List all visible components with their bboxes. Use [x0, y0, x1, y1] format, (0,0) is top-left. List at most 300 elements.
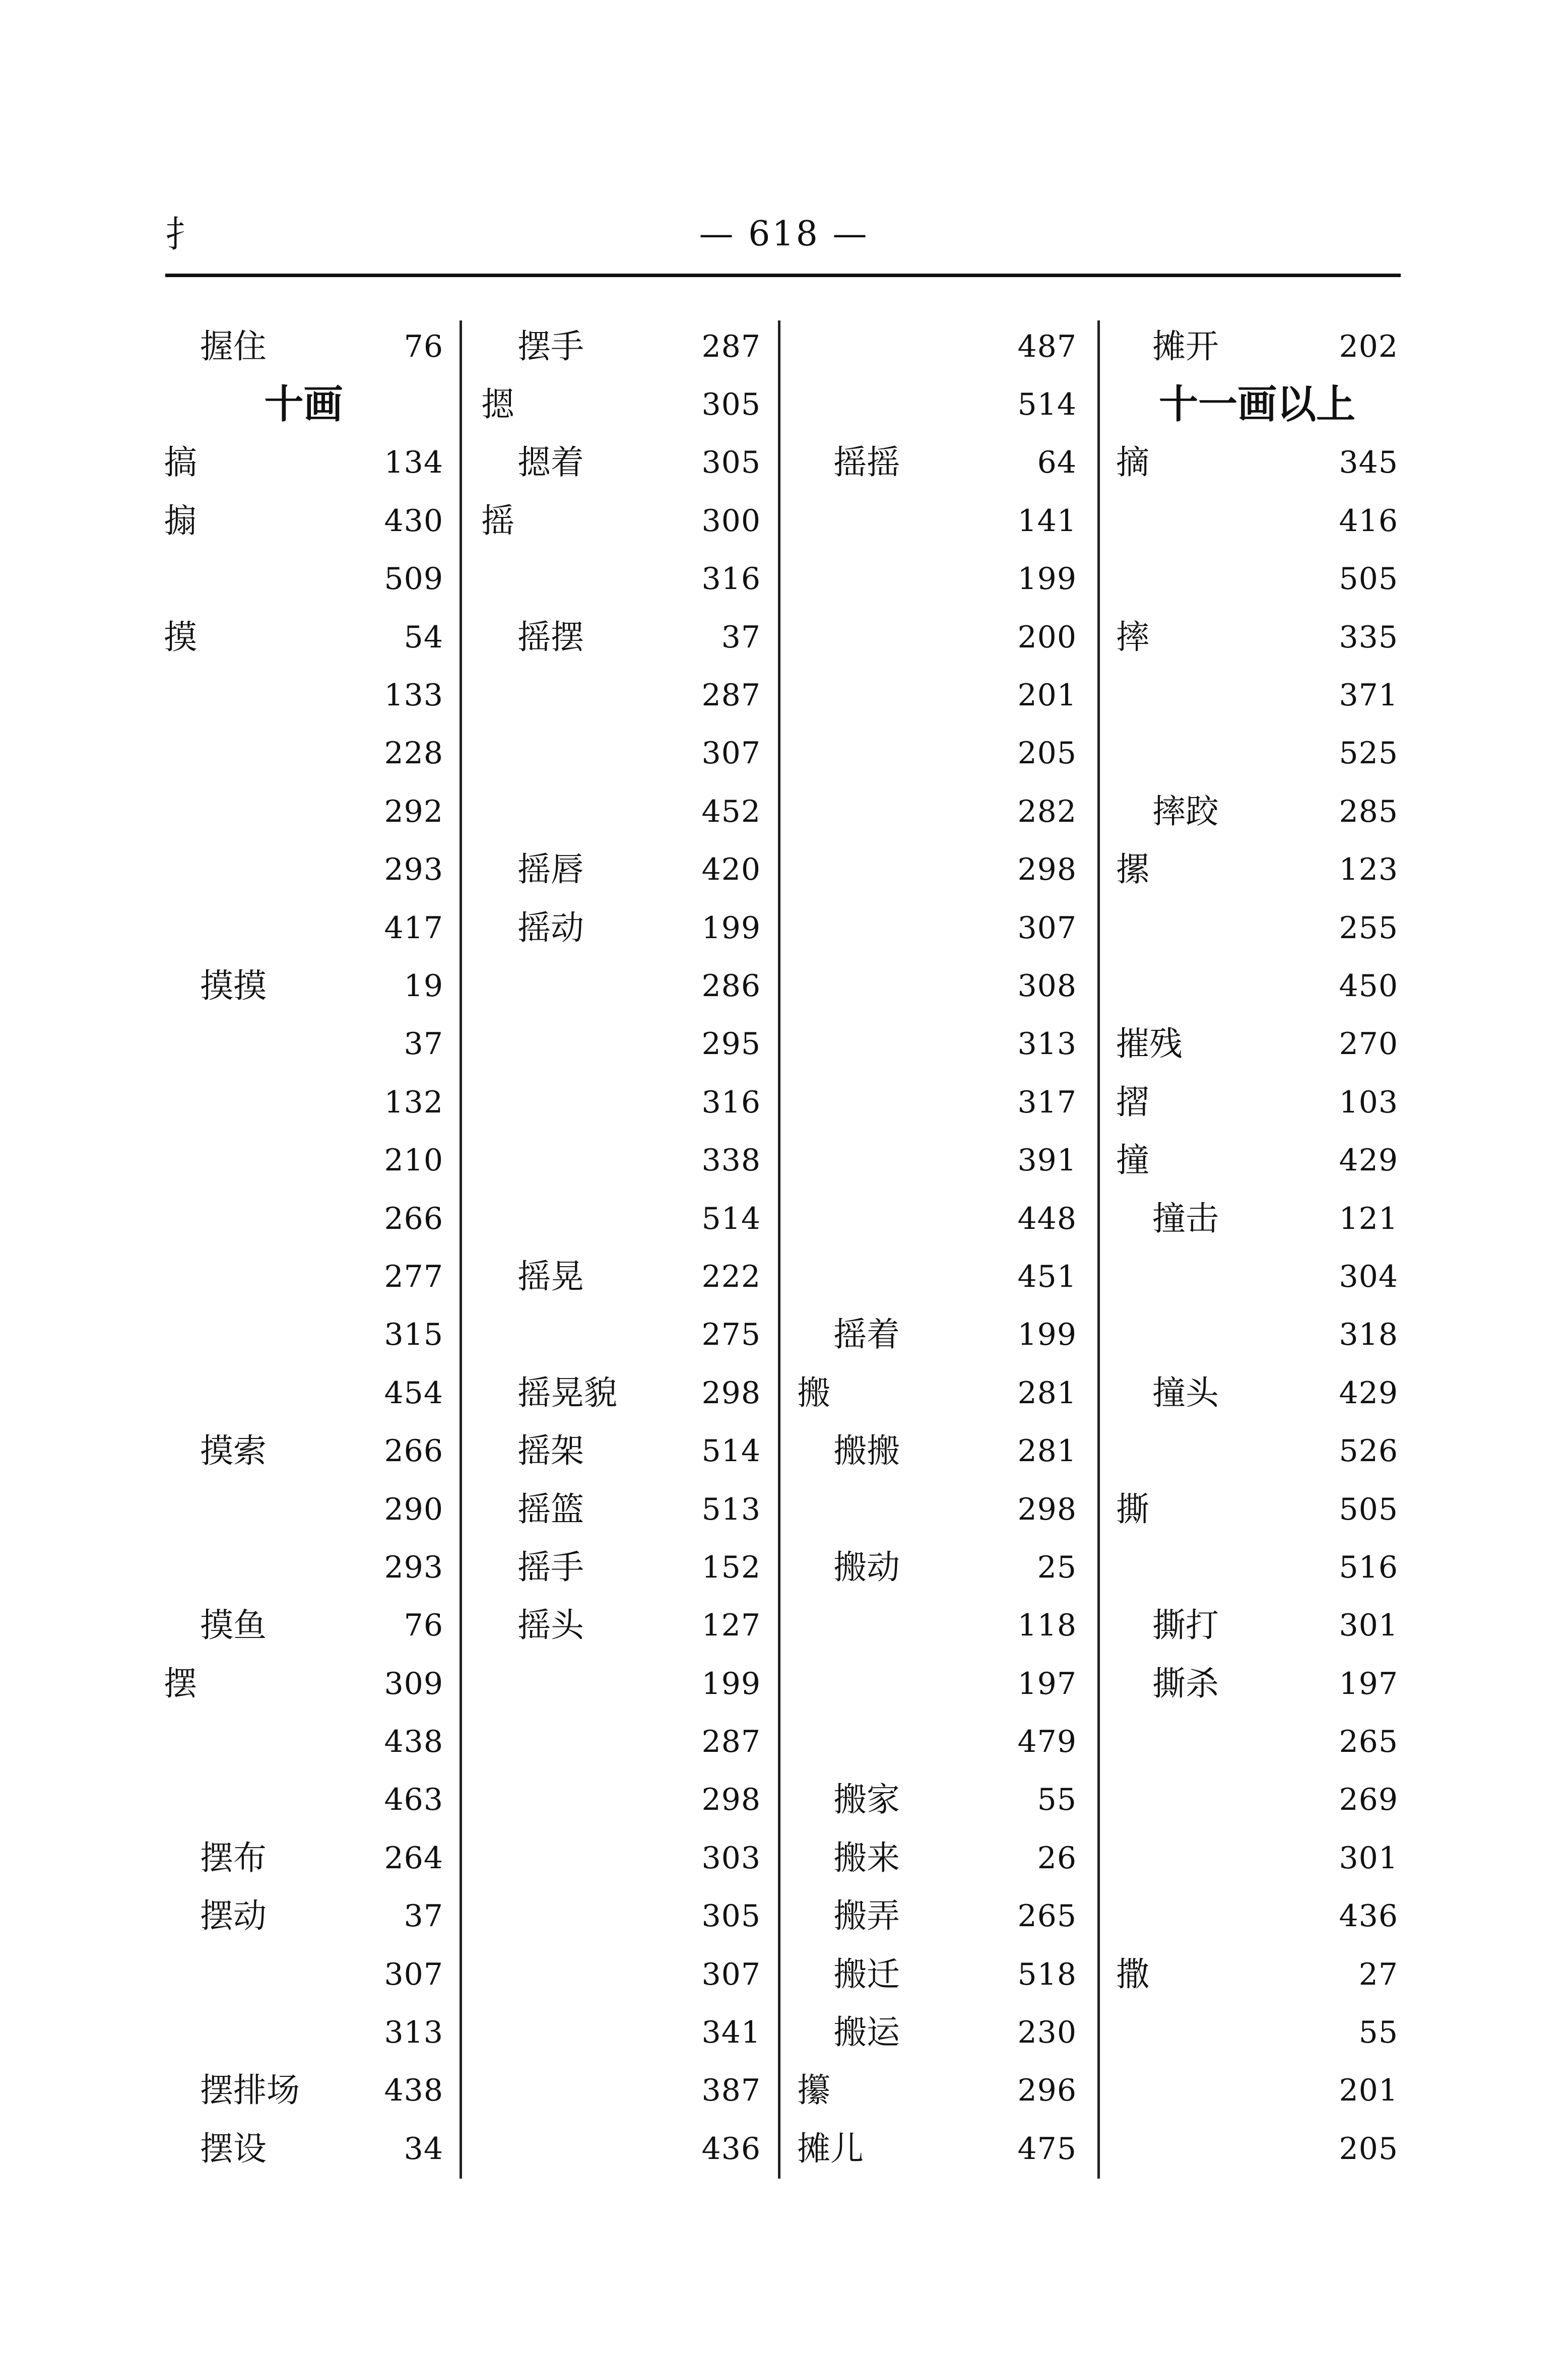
- entry-term: 撞击: [1152, 1199, 1219, 1238]
- entry-term: 搬运: [833, 2013, 900, 2052]
- entry-page-number: 436: [1339, 1898, 1398, 1934]
- index-entry: [164, 1422, 443, 1480]
- index-entry: [481, 1713, 761, 1771]
- entry-term: 搬家: [833, 1780, 900, 1819]
- entry-page-number: 416: [1339, 503, 1398, 539]
- index-entry: [797, 1480, 1077, 1538]
- entry-term: 撕打: [1152, 1606, 1219, 1645]
- index-entry: [164, 2062, 443, 2120]
- index-entry: [1116, 1190, 1398, 1248]
- entry-term: 撕杀: [1152, 1664, 1219, 1703]
- entry-page-number: 305: [701, 445, 761, 481]
- entry-page-number: 287: [701, 329, 761, 364]
- index-entry: [164, 1015, 443, 1073]
- index-entry: [797, 608, 1077, 666]
- index-entry: [1116, 1655, 1398, 1713]
- index-entry: [481, 1538, 761, 1596]
- index-entry: [797, 1364, 1077, 1422]
- entry-term: 摸鱼: [200, 1606, 267, 1645]
- entry-page-number: 133: [384, 678, 443, 713]
- entry-page-number: 318: [1339, 1317, 1398, 1353]
- entry-page-number: 518: [1017, 1956, 1077, 1992]
- index-entry: [797, 317, 1077, 375]
- index-entry: [797, 550, 1077, 608]
- entry-page-number: 313: [384, 2015, 443, 2051]
- entry-term: 摇篮: [517, 1489, 584, 1529]
- entry-page-number: 277: [384, 1259, 443, 1294]
- entry-page-number: 298: [1017, 1491, 1077, 1527]
- entry-page-number: 307: [384, 1956, 443, 1992]
- index-entry: [1116, 2120, 1398, 2178]
- index-entry: [481, 492, 761, 550]
- index-entry: [481, 1306, 761, 1364]
- index-column-3: [797, 317, 1077, 2177]
- entry-page-number: 309: [384, 1666, 443, 1701]
- entry-page-number: 316: [701, 561, 761, 597]
- index-entry: [1116, 782, 1398, 840]
- entry-page-number: 487: [1017, 329, 1077, 364]
- entry-page-number: 290: [384, 1491, 443, 1527]
- entry-term: 摺: [1116, 1082, 1149, 1122]
- entry-term: 摆排场: [200, 2071, 300, 2110]
- index-entry: [797, 1655, 1077, 1713]
- index-entry: [164, 1538, 443, 1596]
- index-entry: [481, 2003, 761, 2061]
- index-entry: [164, 725, 443, 782]
- index-entry: [481, 1480, 761, 1538]
- index-entry: [164, 2120, 443, 2178]
- index-entry: [481, 434, 761, 492]
- index-entry: [797, 1829, 1077, 1887]
- index-entry: [481, 550, 761, 608]
- entry-page-number: 197: [1339, 1666, 1398, 1701]
- entry-term: 摊开: [1152, 326, 1219, 366]
- index-entry: [164, 434, 443, 492]
- entry-page-number: 317: [1017, 1084, 1077, 1120]
- entry-page-number: 295: [701, 1026, 761, 1062]
- entry-page-number: 76: [404, 1608, 443, 1644]
- entry-page-number: 230: [1017, 2015, 1077, 2051]
- index-entry: [164, 1597, 443, 1655]
- entry-page-number: 293: [384, 1549, 443, 1585]
- entry-page-number: 391: [1017, 1143, 1077, 1178]
- index-entry: [797, 375, 1077, 433]
- entry-page-number: 26: [1037, 1840, 1077, 1876]
- index-entry: [797, 492, 1077, 550]
- entry-term: 搬搬: [833, 1431, 900, 1471]
- index-entry: [1116, 1306, 1398, 1364]
- index-entry: [481, 957, 761, 1015]
- index-entry: [797, 841, 1077, 899]
- entry-page-number: 516: [1339, 1549, 1398, 1585]
- index-entry: [797, 957, 1077, 1015]
- entry-page-number: 76: [404, 329, 443, 364]
- entry-page-number: 452: [701, 794, 761, 829]
- entry-page-number: 281: [1017, 1375, 1077, 1411]
- entry-page-number: 514: [701, 1201, 761, 1236]
- entry-page-number: 199: [701, 1666, 761, 1701]
- index-entry: [1116, 1131, 1398, 1189]
- entry-page-number: 55: [1358, 2015, 1398, 2051]
- entry-page-number: 205: [1339, 2131, 1398, 2167]
- entry-page-number: 222: [701, 1259, 761, 1294]
- index-entry: [797, 1422, 1077, 1480]
- index-entry: [797, 2062, 1077, 2120]
- index-entry: [1116, 841, 1398, 899]
- index-entry: [1116, 1887, 1398, 1945]
- entry-page-number: 526: [1339, 1433, 1398, 1469]
- index-entry: [164, 1713, 443, 1771]
- entry-page-number: 300: [701, 503, 761, 539]
- entry-page-number: 201: [1339, 2073, 1398, 2109]
- index-entry: [797, 1073, 1077, 1131]
- entry-term: 搧: [164, 501, 197, 540]
- index-entry: [164, 1771, 443, 1829]
- column-divider: [778, 320, 780, 2179]
- entry-term: 摇手: [517, 1547, 584, 1587]
- entry-page-number: 123: [1339, 852, 1398, 888]
- entry-page-number: 303: [701, 1840, 761, 1876]
- index-entry: [797, 782, 1077, 840]
- index-entry: [1116, 957, 1398, 1015]
- entry-page-number: 335: [1339, 619, 1398, 655]
- index-entry: [164, 841, 443, 899]
- entry-page-number: 430: [384, 503, 443, 539]
- index-entry: [481, 608, 761, 666]
- entry-page-number: 37: [404, 1898, 443, 1934]
- index-entry: [1116, 492, 1398, 550]
- index-column-4: [1116, 317, 1398, 2177]
- index-entry: [797, 1771, 1077, 1829]
- index-entry: [481, 899, 761, 957]
- entry-term: 摇头: [517, 1606, 584, 1645]
- index-entry: [1116, 317, 1398, 375]
- entry-page-number: 450: [1339, 968, 1398, 1004]
- entry-page-number: 265: [1339, 1724, 1398, 1760]
- index-column-2: [481, 317, 761, 2177]
- index-entry: [481, 2062, 761, 2120]
- entry-page-number: 27: [1358, 1956, 1398, 1992]
- radical-header: 扌: [165, 213, 202, 255]
- entry-term: 摇动: [517, 908, 584, 947]
- entry-page-number: 307: [701, 736, 761, 771]
- index-entry: [1116, 1073, 1398, 1131]
- index-entry: [1116, 550, 1398, 608]
- index-entry: [797, 2120, 1077, 2178]
- index-entry: [797, 1015, 1077, 1073]
- entry-page-number: 387: [701, 2073, 761, 2109]
- entry-page-number: 286: [701, 968, 761, 1004]
- index-entry: [164, 782, 443, 840]
- entry-page-number: 514: [1017, 387, 1077, 423]
- entry-page-number: 338: [701, 1143, 761, 1178]
- entry-page-number: 37: [404, 1026, 443, 1062]
- index-entry: [481, 1364, 761, 1422]
- heading-label: 十画: [264, 381, 343, 428]
- index-entry: [1116, 608, 1398, 666]
- index-entry: [164, 2003, 443, 2061]
- entry-page-number: 479: [1017, 1724, 1077, 1760]
- entry-page-number: 287: [701, 678, 761, 713]
- index-entry: [797, 899, 1077, 957]
- index-entry: [1116, 1364, 1398, 1422]
- index-entry: [481, 725, 761, 782]
- entry-term: 摁着: [517, 443, 584, 482]
- entry-term: 摆动: [200, 1896, 267, 1936]
- entry-term: 搬迁: [833, 1954, 900, 1994]
- index-entry: [797, 434, 1077, 492]
- index-entry: [1116, 1480, 1398, 1538]
- index-entry: [164, 1190, 443, 1248]
- entry-page-number: 103: [1339, 1084, 1398, 1120]
- index-entry: [797, 725, 1077, 782]
- entry-page-number: 505: [1339, 561, 1398, 597]
- stroke-count-heading: [1116, 375, 1398, 433]
- entry-page-number: 118: [1017, 1608, 1077, 1644]
- entry-page-number: 298: [701, 1782, 761, 1818]
- index-entry: [481, 1887, 761, 1945]
- index-entry: [481, 1190, 761, 1248]
- entry-page-number: 505: [1339, 1491, 1398, 1527]
- entry-page-number: 282: [1017, 794, 1077, 829]
- index-entry: [1116, 2062, 1398, 2120]
- entry-page-number: 270: [1339, 1026, 1398, 1062]
- entry-page-number: 152: [701, 1549, 761, 1585]
- index-entry: [481, 782, 761, 840]
- page-number: — 618 —: [699, 214, 869, 254]
- entry-page-number: 121: [1339, 1201, 1398, 1236]
- index-entry: [797, 1248, 1077, 1305]
- index-entry: [481, 1945, 761, 2003]
- entry-page-number: 436: [701, 2131, 761, 2167]
- entry-page-number: 281: [1017, 1433, 1077, 1469]
- entry-term: 摇晃: [517, 1257, 584, 1296]
- entry-page-number: 293: [384, 852, 443, 888]
- entry-page-number: 199: [1017, 1317, 1077, 1353]
- index-entry: [1116, 1945, 1398, 2003]
- index-entry: [164, 1364, 443, 1422]
- entry-page-number: 275: [701, 1317, 761, 1353]
- entry-term: 摧残: [1116, 1024, 1183, 1064]
- entry-page-number: 296: [1017, 2073, 1077, 2109]
- index-entry: [1116, 434, 1398, 492]
- entry-page-number: 448: [1017, 1201, 1077, 1236]
- entry-page-number: 371: [1339, 678, 1398, 713]
- index-entry: [164, 608, 443, 666]
- index-entry: [164, 1306, 443, 1364]
- entry-page-number: 37: [721, 619, 761, 655]
- entry-page-number: 197: [1017, 1666, 1077, 1701]
- entry-page-number: 307: [701, 1956, 761, 1992]
- entry-page-number: 205: [1017, 736, 1077, 771]
- entry-term: 攥: [797, 2071, 830, 2110]
- index-entry: [164, 666, 443, 724]
- entry-term: 摸摸: [200, 966, 267, 1005]
- entry-page-number: 265: [1017, 1898, 1077, 1934]
- entry-page-number: 305: [701, 1898, 761, 1934]
- index-entry: [164, 1248, 443, 1305]
- entry-page-number: 509: [384, 561, 443, 597]
- entry-page-number: 513: [701, 1491, 761, 1527]
- entry-page-number: 307: [1017, 910, 1077, 946]
- entry-term: 搬弄: [833, 1896, 900, 1936]
- index-entry: [797, 1306, 1077, 1364]
- index-entry: [797, 1190, 1077, 1248]
- entry-page-number: 304: [1339, 1259, 1398, 1294]
- entry-term: 撞: [1116, 1141, 1149, 1180]
- entry-term: 撒: [1116, 1954, 1149, 1994]
- index-entry: [164, 1131, 443, 1189]
- entry-term: 摞: [1116, 850, 1149, 889]
- index-entry: [1116, 899, 1398, 957]
- entry-term: 摇着: [833, 1315, 900, 1354]
- entry-page-number: 451: [1017, 1259, 1077, 1294]
- entry-page-number: 127: [701, 1608, 761, 1644]
- index-entry: [164, 550, 443, 608]
- index-entry: [797, 666, 1077, 724]
- entry-page-number: 201: [1017, 678, 1077, 713]
- entry-page-number: 438: [384, 1724, 443, 1760]
- index-entry: [164, 317, 443, 375]
- entry-term: 摇架: [517, 1431, 584, 1471]
- index-entry: [164, 1945, 443, 2003]
- entry-page-number: 266: [384, 1201, 443, 1236]
- entry-term: 摆: [164, 1664, 197, 1703]
- index-entry: [1116, 1771, 1398, 1829]
- entry-term: 撞头: [1152, 1373, 1219, 1412]
- index-entry: [1116, 1248, 1398, 1305]
- index-entry: [1116, 1597, 1398, 1655]
- index-entry: [797, 1945, 1077, 2003]
- entry-term: 搞: [164, 443, 197, 482]
- index-entry: [481, 317, 761, 375]
- entry-page-number: 210: [384, 1143, 443, 1178]
- entry-page-number: 285: [1339, 794, 1398, 829]
- entry-page-number: 34: [404, 2131, 443, 2167]
- entry-page-number: 134: [384, 445, 443, 481]
- entry-page-number: 25: [1037, 1549, 1077, 1585]
- index-entry: [797, 1887, 1077, 1945]
- entry-page-number: 514: [701, 1433, 761, 1469]
- heading-label: 十一画以上: [1158, 381, 1355, 428]
- entry-page-number: 438: [384, 2073, 443, 2109]
- index-entry: [1116, 1713, 1398, 1771]
- entry-term: 摆设: [200, 2129, 267, 2168]
- index-entry: [481, 1597, 761, 1655]
- index-entry: [481, 375, 761, 433]
- entry-term: 摆手: [517, 326, 584, 366]
- index-entry: [164, 1829, 443, 1887]
- entry-term: 摇唇: [517, 850, 584, 889]
- index-entry: [797, 1131, 1077, 1189]
- entry-page-number: 429: [1339, 1143, 1398, 1178]
- entry-page-number: 202: [1339, 329, 1398, 364]
- entry-term: 摁: [481, 385, 514, 424]
- index-entry: [481, 1248, 761, 1305]
- entry-term: 摇摇: [833, 443, 900, 482]
- column-divider: [460, 320, 462, 2179]
- index-entry: [481, 1422, 761, 1480]
- entry-page-number: 228: [384, 736, 443, 771]
- index-entry: [164, 1480, 443, 1538]
- entry-page-number: 454: [384, 1375, 443, 1411]
- entry-term: 摔: [1116, 617, 1149, 657]
- index-entry: [797, 2003, 1077, 2061]
- entry-page-number: 316: [701, 1084, 761, 1120]
- index-entry: [1116, 666, 1398, 724]
- entry-page-number: 19: [404, 968, 443, 1004]
- index-entry: [1116, 1538, 1398, 1596]
- index-entry: [481, 666, 761, 724]
- index-entry: [797, 1713, 1077, 1771]
- index-entry: [1116, 1015, 1398, 1073]
- index-entry: [164, 1655, 443, 1713]
- entry-page-number: 255: [1339, 910, 1398, 946]
- entry-page-number: 301: [1339, 1608, 1398, 1644]
- entry-term: 握住: [200, 326, 267, 366]
- index-column-1: [164, 317, 443, 2177]
- index-entry: [481, 1771, 761, 1829]
- entry-page-number: 313: [1017, 1026, 1077, 1062]
- entry-page-number: 298: [701, 1375, 761, 1411]
- entry-page-number: 315: [384, 1317, 443, 1353]
- entry-page-number: 266: [384, 1433, 443, 1469]
- entry-page-number: 301: [1339, 1840, 1398, 1876]
- entry-term: 摘: [1116, 443, 1149, 482]
- index-entry: [164, 899, 443, 957]
- index-entry: [164, 1887, 443, 1945]
- entry-term: 摸: [164, 617, 197, 657]
- stroke-count-heading: [164, 375, 443, 433]
- entry-term: 摊儿: [797, 2129, 864, 2168]
- index-entry: [1116, 725, 1398, 782]
- entry-page-number: 420: [701, 852, 761, 888]
- index-entry: [481, 1655, 761, 1713]
- entry-page-number: 199: [1017, 561, 1077, 597]
- index-entry: [1116, 1422, 1398, 1480]
- entry-page-number: 345: [1339, 445, 1398, 481]
- entry-page-number: 308: [1017, 968, 1077, 1004]
- entry-page-number: 54: [404, 619, 443, 655]
- index-entry: [797, 1597, 1077, 1655]
- entry-term: 摆布: [200, 1838, 267, 1877]
- index-entry: [481, 1131, 761, 1189]
- entry-term: 摇摆: [517, 617, 584, 657]
- entry-term: 搬动: [833, 1547, 900, 1587]
- entry-page-number: 525: [1339, 736, 1398, 771]
- entry-term: 搬来: [833, 1838, 900, 1877]
- entry-term: 摇: [481, 501, 514, 540]
- entry-page-number: 64: [1037, 445, 1077, 481]
- entry-page-number: 199: [701, 910, 761, 946]
- index-entry: [164, 492, 443, 550]
- entry-page-number: 200: [1017, 619, 1077, 655]
- entry-page-number: 417: [384, 910, 443, 946]
- entry-page-number: 287: [701, 1724, 761, 1760]
- index-entry: [797, 1538, 1077, 1596]
- index-entry: [164, 1073, 443, 1131]
- index-entry: [481, 1829, 761, 1887]
- entry-term: 撕: [1116, 1489, 1149, 1529]
- entry-page-number: 132: [384, 1084, 443, 1120]
- index-entry: [164, 957, 443, 1015]
- index-entry: [1116, 2003, 1398, 2061]
- index-entry: [481, 1015, 761, 1073]
- index-entry: [481, 1073, 761, 1131]
- entry-page-number: 341: [701, 2015, 761, 2051]
- column-divider: [1097, 320, 1100, 2179]
- entry-page-number: 475: [1017, 2131, 1077, 2167]
